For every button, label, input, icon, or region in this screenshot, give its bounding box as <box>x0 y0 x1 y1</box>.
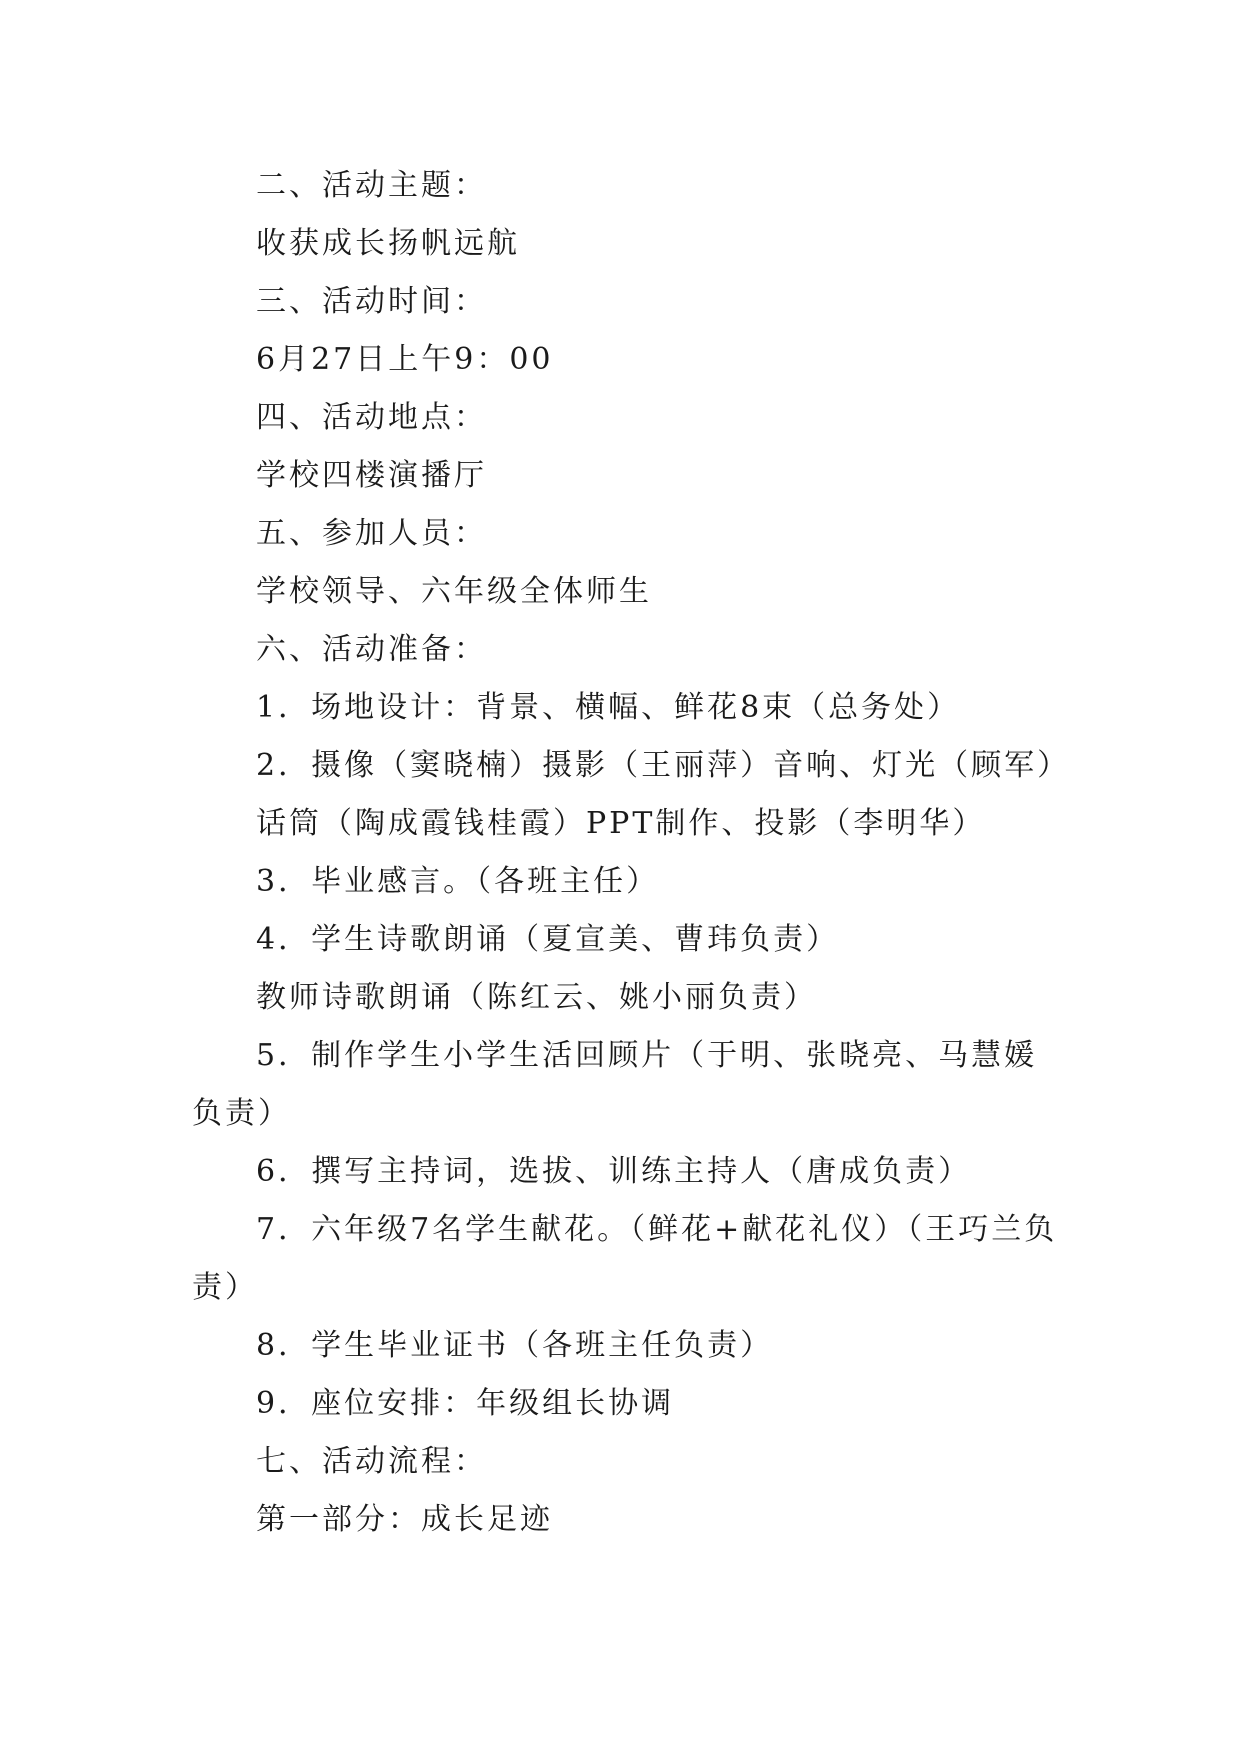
heading-time: 三、活动时间： <box>256 284 487 319</box>
prep-item-7: 7．六年级7名学生献花。（鲜花+献花礼仪）（王巧兰负 <box>256 1212 1058 1247</box>
prep-item-3: 3．毕业感言。（各班主任） <box>256 864 660 899</box>
prep-item-5: 5．制作学生小学生活回顾片（于明、张晓亮、马慧媛 <box>256 1038 1038 1073</box>
heading-participants: 五、参加人员： <box>256 516 487 551</box>
prep-item-6: 6．撰写主持词，选拔、训练主持人（唐成负责） <box>256 1154 972 1189</box>
participants-text: 学校领导、六年级全体师生 <box>256 574 652 609</box>
prep-item-4: 4．学生诗歌朗诵（夏宣美、曹玮负责） <box>256 922 840 957</box>
heading-location: 四、活动地点： <box>256 400 487 435</box>
process-part-1: 第一部分：成长足迹 <box>256 1502 553 1537</box>
heading-preparation: 六、活动准备： <box>256 632 487 667</box>
prep-item-8: 8．学生毕业证书（各班主任负责） <box>256 1328 774 1363</box>
prep-item-5-wrap: 负责） <box>192 1096 291 1131</box>
prep-item-4-cont: 教师诗歌朗诵（陈红云、姚小丽负责） <box>256 980 817 1015</box>
heading-process: 七、活动流程： <box>256 1444 487 1479</box>
heading-theme: 二、活动主题： <box>256 168 487 203</box>
location-text: 学校四楼演播厅 <box>256 458 487 493</box>
theme-text: 收获成长扬帆远航 <box>256 226 520 261</box>
prep-item-2: 2．摄像（窦晓楠）摄影（王丽萍）音响、灯光（顾军） <box>256 748 1071 783</box>
time-text: 6月27日上午9：00 <box>256 342 554 377</box>
prep-item-7-wrap: 责） <box>192 1270 258 1305</box>
prep-item-2-cont: 话筒（陶成霞钱桂霞）PPT制作、投影（李明华） <box>256 806 986 841</box>
prep-item-1: 1．场地设计：背景、横幅、鲜花8束（总务处） <box>256 690 961 725</box>
prep-item-9: 9．座位安排：年级组长协调 <box>256 1386 675 1421</box>
